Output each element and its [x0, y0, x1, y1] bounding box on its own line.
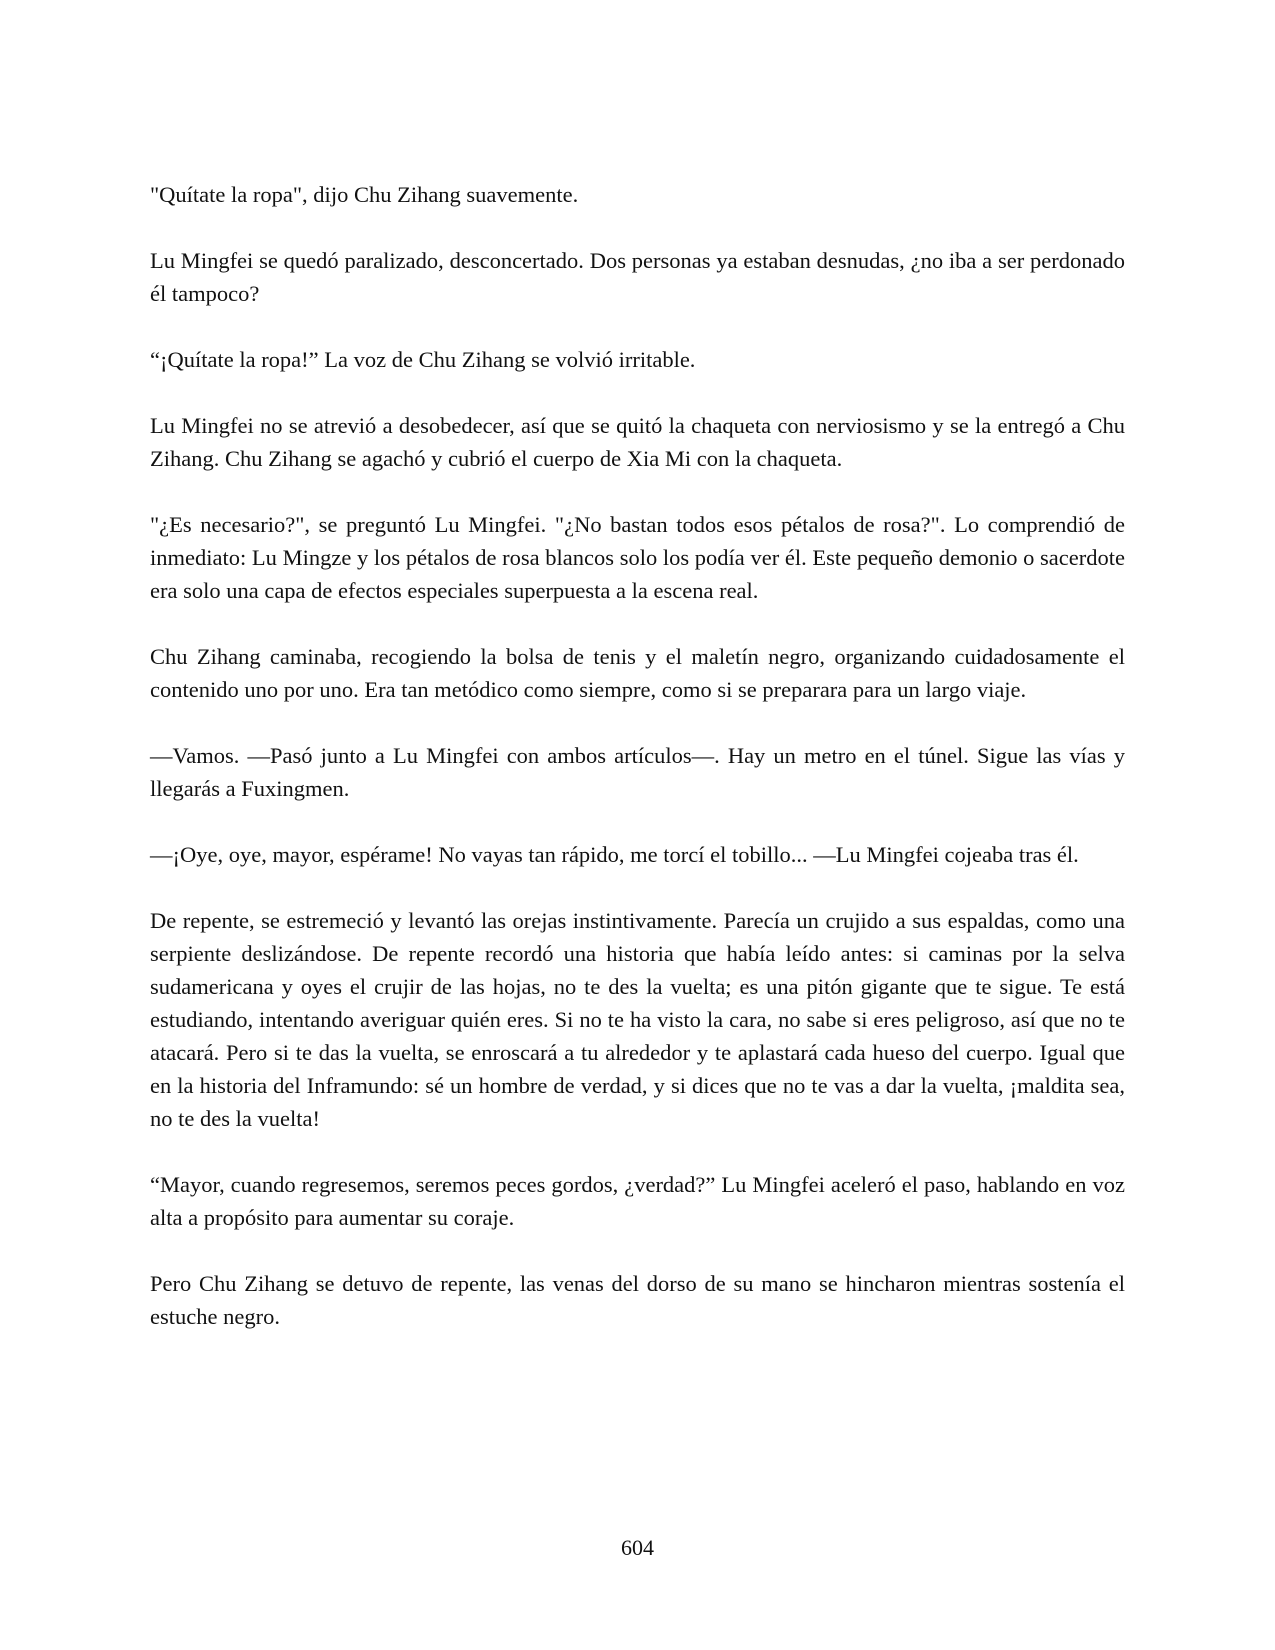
paragraph: "¿Es necesario?", se preguntó Lu Mingfei. "¿No bastan todos esos pétalos de rosa?". Lo comprendió de inmediato: Lu Mingze y los pétalos de rosa blancos solo los podía ver él. Este pequeño demonio o sacerdote era solo una capa de efectos especiales superpuesta a la escena real. — [150, 512, 1125, 603]
paragraph: De repente, se estremeció y levantó las orejas instintivamente. Parecía un crujido a sus espaldas, como una serpiente deslizándose. De repente recordó una historia que había leído antes: si caminas por la selva sudamericana y oyes el crujir de las hojas, no te des la vuelta; es una pitón gigante que te sigue. Te está estudiando, intentando averiguar quién eres. Si no te ha visto la cara, no sabe si eres peligroso, así que no te atacará. Pero si te das la vuelta, se enroscará a tu alrededor y te aplastará cada hueso del cuerpo. Igual que en la historia del Inframundo: sé un hombre de verdad, y si dices que no te vas a dar la vuelta, ¡maldita sea, no te des la vuelta! — [150, 908, 1125, 1131]
paragraph: Pero Chu Zihang se detuvo de repente, las venas del dorso de su mano se hincharon mientras sostenía el estuche negro. — [150, 1271, 1125, 1329]
paragraph: —Vamos. —Pasó junto a Lu Mingfei con ambos artículos—. Hay un metro en el túnel. Sigue las vías y llegarás a Fuxingmen. — [150, 743, 1125, 801]
page-number: 604 — [621, 1535, 654, 1560]
paragraph: —¡Oye, oye, mayor, espérame! No vayas tan rápido, me torcí el tobillo... —Lu Mingfei cojeaba tras él. — [150, 842, 1079, 867]
paragraph: Lu Mingfei no se atrevió a desobedecer, así que se quitó la chaqueta con nerviosismo y se la entregó a Chu Zihang. Chu Zihang se agachó y cubrió el cuerpo de Xia Mi con la chaqueta. — [150, 413, 1125, 471]
paragraph: “¡Quítate la ropa!” La voz de Chu Zihang se volvió irritable. — [150, 347, 696, 372]
paragraph: Chu Zihang caminaba, recogiendo la bolsa de tenis y el maletín negro, organizando cuidadosamente el contenido uno por uno. Era tan metódico como siempre, como si se preparara para un largo viaje. — [150, 644, 1125, 702]
paragraph: “Mayor, cuando regresemos, seremos peces gordos, ¿verdad?” Lu Mingfei aceleró el paso, hablando en voz alta a propósito para aumentar su coraje. — [150, 1172, 1125, 1230]
paragraph: "Quítate la ropa", dijo Chu Zihang suavemente. — [150, 182, 579, 207]
body-text — [150, 178, 1125, 1366]
paragraph: Lu Mingfei se quedó paralizado, desconcertado. Dos personas ya estaban desnudas, ¿no iba a ser perdonado él tampoco? — [150, 248, 1125, 306]
